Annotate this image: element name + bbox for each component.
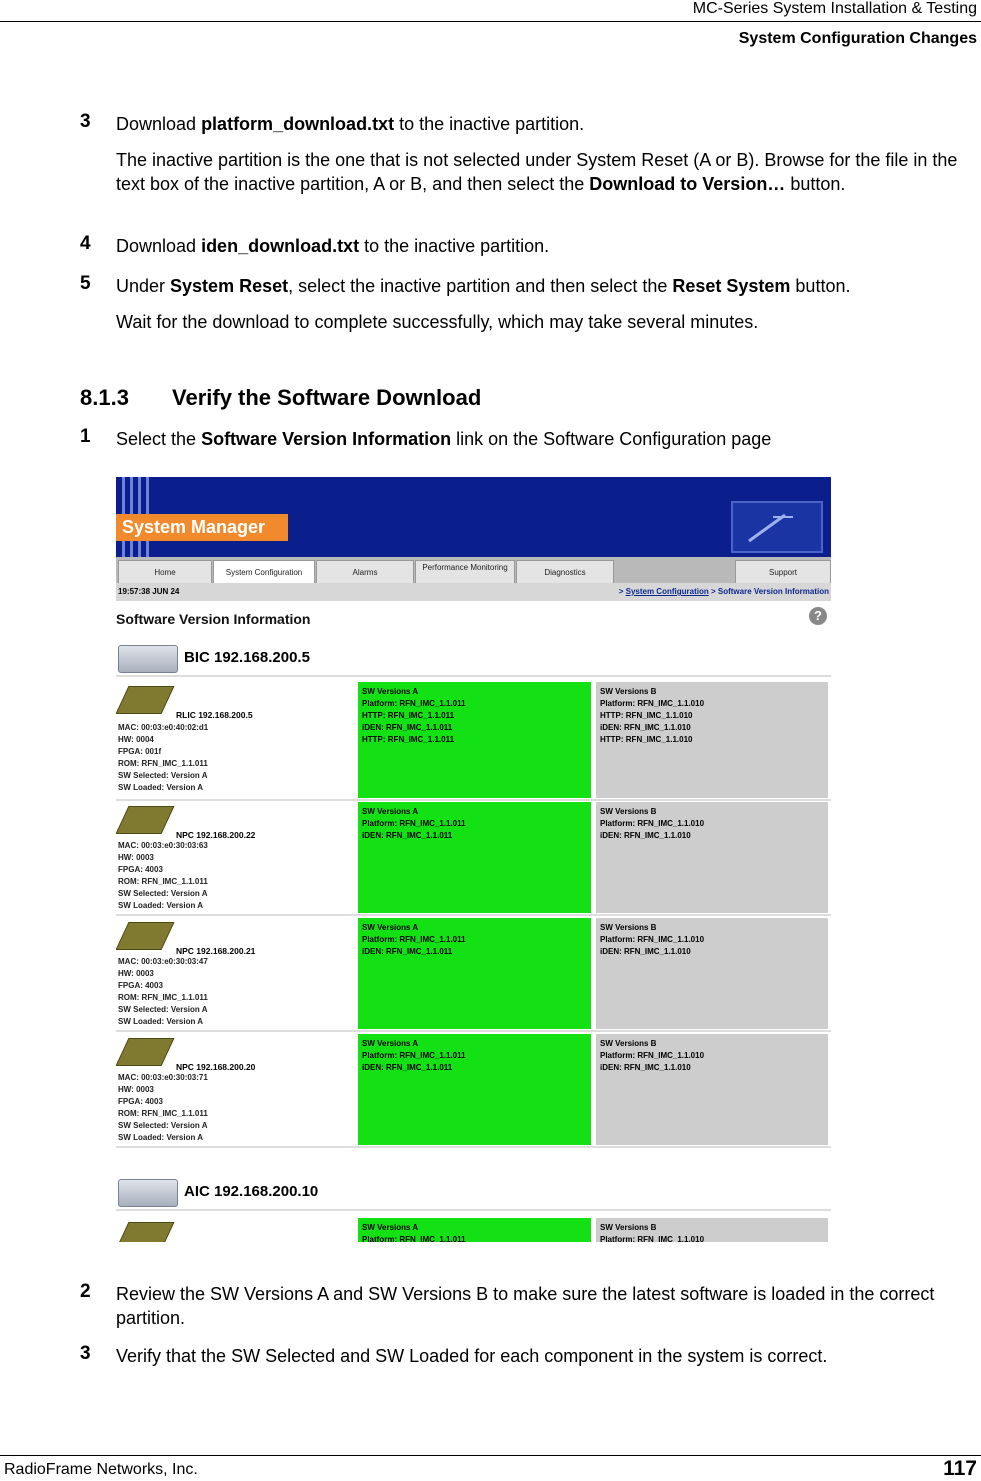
module-title: NPC 192.168.200.20 [176, 1062, 256, 1072]
breadcrumb-link-system-configuration[interactable]: System Configuration [625, 587, 709, 596]
module-info: MAC: 00:03:e0:30:03:71 HW: 0003 FPGA: 4003 ROM: RFN_IMC_1.1.011 SW Selected: Version A SW Loaded: Version A [118, 1073, 208, 1142]
tab-performance-monitoring[interactable]: Performance Monitoring [415, 560, 515, 585]
module-card [116, 1034, 831, 1145]
step-number: 3 [80, 111, 91, 132]
step-number: 1 [80, 426, 91, 447]
aic-label: AIC 192.168.200.10 [184, 1183, 319, 1200]
running-header-title: MC-Series System Installation & Testing [692, 0, 977, 17]
module-card [116, 682, 831, 798]
step-number: 5 [80, 273, 91, 294]
module-card [116, 918, 831, 1029]
step-number: 3 [80, 1343, 91, 1364]
bic-label: BIC 192.168.200.5 [184, 649, 310, 666]
clock-time: 19:57:38 JUN 24 [118, 587, 180, 596]
chassis-icon [118, 1179, 178, 1207]
step-text: Download iden_download.txt to the inactive partition. [116, 236, 550, 256]
sw-versions-a: SW Versions A Platform: RFN_IMC_1.1.011 HTTP: RFN_IMC_1.1.011 iDEN: RFN_IMC_1.1.011 HTTP: RFN_IMC_1.1.011 [358, 682, 591, 798]
module-board-icon [116, 806, 175, 834]
sw-versions-a: SW Versions A Platform: RFN_IMC_1.1.011 iDEN: RFN_IMC_1.1.011 [358, 1034, 591, 1145]
sw-versions-b: SW Versions B Platform: RFN_IMC_1.1.010 iDEN: RFN_IMC_1.1.010 [596, 1034, 828, 1145]
aic-header [116, 1175, 831, 1209]
step-text: Verify that the SW Selected and SW Loaded for each component in the system is correct. [116, 1346, 828, 1366]
sw-versions-b: SW Versions B Platform: RFN_IMC_1.1.010 iDEN: RFN_IMC_1.1.010 [596, 802, 828, 913]
header-rule [0, 21, 981, 22]
step-number: 4 [80, 233, 91, 254]
section-title: Verify the Software Download [172, 385, 482, 410]
app-banner [116, 477, 831, 557]
module-board-icon [116, 922, 175, 950]
system-manager-logo: System Manager [116, 514, 288, 541]
nav-tabs [116, 557, 831, 583]
step-text: Review the SW Versions A and SW Versions B to make sure the latest software is loaded in the correct partition. [116, 1284, 935, 1328]
sw-versions-a: SW Versions A Platform: RFN_IMC_1.1.011 iDEN: RFN_IMC_1.1.011 [358, 802, 591, 913]
step-paragraph: Wait for the download to complete successfully, which may take several minutes. [116, 312, 759, 332]
step-paragraph: The inactive partition is the one that is not selected under System Reset (A or B). Browse for the file in the text box of the inactive partition, A or B, and then select the Download to Version… button. [116, 150, 958, 194]
tab-support[interactable]: Support [735, 560, 831, 585]
chassis-icon [118, 645, 178, 673]
sw-versions-b: SW Versions B Platform: RFN_IMC_1.1.010 iDEN: RFN_IMC_1.1.010 [596, 918, 828, 1029]
page-title: Software Version Information [116, 611, 311, 627]
step-text: Under System Reset, select the inactive partition and then select the Reset System button. [116, 276, 851, 296]
step-text: Select the Software Version Information link on the Software Configuration page [116, 429, 772, 449]
sw-versions-b: SW Versions B Platform: RFN_IMC_1.1.010 HTTP: RFN_IMC_1.1.010 iDEN: RFN_IMC_1.1.010 HTTP: RFN_IMC_1.1.010 [596, 682, 828, 798]
module-board-icon [116, 1222, 175, 1242]
bic-header [116, 641, 831, 675]
software-version-screenshot [116, 477, 831, 1242]
help-icon[interactable]: ? [809, 607, 827, 625]
tab-home[interactable]: Home [118, 560, 212, 585]
module-board-icon [116, 686, 175, 714]
step-number: 2 [80, 1281, 91, 1302]
footer-rule [0, 1455, 981, 1456]
tab-alarms[interactable]: Alarms [316, 560, 414, 585]
module-title: NPC 192.168.200.21 [176, 946, 256, 956]
running-header-section: System Configuration Changes [738, 30, 977, 47]
module-info: MAC: 00:03:e0:40:02:d1 HW: 0004 FPGA: 001f ROM: RFN_IMC_1.1.011 SW Selected: Version A SW Loaded: Version A [118, 723, 209, 792]
breadcrumb-current: Software Version Information [717, 587, 829, 596]
sw-versions-a: SW Versions A Platform: RFN_IMC_1.1.011 iDEN: RFN_IMC_1.1.011 [358, 918, 591, 1029]
tab-system-configuration[interactable]: System Configuration [213, 560, 315, 585]
module-title: RLIC 192.168.200.5 [176, 710, 253, 720]
radioframe-logo-icon [731, 501, 823, 553]
footer-company: RadioFrame Networks, Inc. [4, 1461, 198, 1478]
section-number: 8.1.3 [80, 385, 129, 410]
module-info: MAC: 00:03:e0:30:03:47 HW: 0003 FPGA: 4003 ROM: RFN_IMC_1.1.011 SW Selected: Version A SW Loaded: Version A [118, 957, 208, 1026]
module-board-icon [116, 1038, 175, 1066]
module-title: NPC 192.168.200.22 [176, 830, 256, 840]
sw-versions-b: SW Versions B Platform: RFN_IMC_1.1.010 [596, 1218, 828, 1242]
module-card [116, 1218, 831, 1242]
module-card [116, 802, 831, 913]
breadcrumb: 19:57:38 JUN 24 > System Configuration > Software Version Information [116, 583, 831, 601]
step-text: Download platform_download.txt to the inactive partition. [116, 114, 585, 134]
tab-diagnostics[interactable]: Diagnostics [516, 560, 614, 585]
sw-versions-a: SW Versions A Platform: RFN_IMC_1.1.011 [358, 1218, 591, 1242]
module-info: MAC: 00:03:e0:30:03:63 HW: 0003 FPGA: 4003 ROM: RFN_IMC_1.1.011 SW Selected: Version A SW Loaded: Version A [118, 841, 208, 910]
page-number: 117 [943, 1457, 977, 1480]
